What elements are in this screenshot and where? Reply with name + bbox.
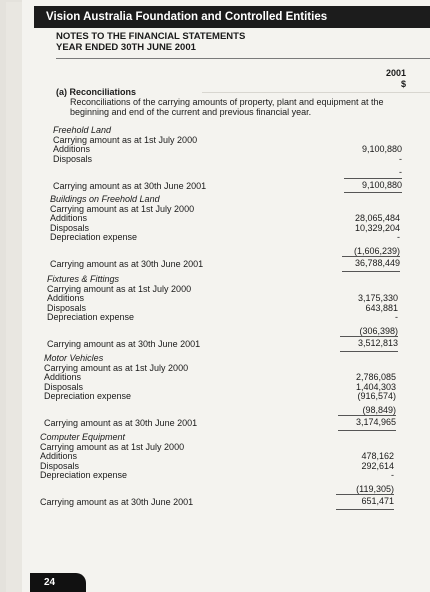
row-label: Additions bbox=[44, 372, 82, 382]
group-5 bbox=[40, 433, 394, 508]
row-label: Carrying amount as at 1st July 2000 bbox=[40, 441, 185, 452]
reconciliation-row bbox=[47, 323, 398, 336]
group-1 bbox=[53, 126, 402, 191]
group-3 bbox=[47, 275, 398, 350]
row-value: - bbox=[399, 153, 402, 164]
page-number: 24 bbox=[44, 577, 56, 588]
closing-value: 651,471 bbox=[361, 496, 394, 506]
group-2 bbox=[50, 195, 400, 270]
reconciliation-row bbox=[50, 243, 400, 256]
organisation-title: Vision Australia Foundation and Controlled Entities bbox=[46, 11, 328, 23]
reconciliation-row bbox=[40, 443, 394, 453]
closing-label: Carrying amount as at 30th June 2001 bbox=[53, 180, 207, 191]
row-label: Depreciation expense bbox=[40, 470, 128, 480]
column-header bbox=[386, 68, 406, 90]
row-label: Disposals bbox=[40, 460, 80, 471]
row-label: Carrying amount as at 1st July 2000 bbox=[53, 134, 198, 145]
closing-row bbox=[50, 260, 400, 270]
closing-total bbox=[336, 497, 394, 507]
row-label: Disposals bbox=[47, 302, 87, 313]
row-label: Depreciation expense bbox=[44, 391, 132, 401]
closing-total bbox=[338, 418, 396, 428]
closing-total bbox=[342, 259, 400, 269]
total-rule-top bbox=[336, 494, 394, 495]
column-year: 2001 bbox=[385, 68, 406, 78]
reconciliation-row bbox=[47, 294, 398, 304]
section-title: (a) Reconciliations bbox=[56, 87, 137, 97]
reconciliation-row bbox=[44, 373, 396, 383]
row-label: Disposals bbox=[53, 153, 93, 164]
organisation-title-bar bbox=[34, 6, 430, 28]
row-label: Additions bbox=[47, 293, 85, 303]
total-rule-bottom bbox=[338, 430, 396, 431]
header-rule bbox=[56, 58, 430, 59]
notes-heading-line1: NOTES TO THE FINANCIAL STATEMENTS bbox=[56, 31, 246, 42]
reconciliation-row bbox=[53, 136, 402, 146]
closing-row bbox=[40, 498, 394, 508]
reconciliation-row bbox=[50, 214, 400, 224]
row-value: (916,574) bbox=[357, 391, 396, 401]
closing-label: Carrying amount as at 30th June 2001 bbox=[50, 259, 204, 269]
row-label: Carrying amount as at 1st July 2000 bbox=[47, 283, 192, 294]
reconciliation-row bbox=[40, 471, 394, 481]
reconciliation-row bbox=[53, 155, 402, 165]
reconciliation-row bbox=[50, 233, 400, 243]
row-label: Additions bbox=[40, 451, 78, 461]
row-value: 1,404,303 bbox=[355, 381, 396, 392]
notes-heading-line2: YEAR ENDED 30TH JUNE 2001 bbox=[56, 42, 196, 53]
closing-value: 3,512,813 bbox=[357, 338, 398, 348]
reconciliation-row bbox=[40, 481, 394, 494]
row-value: 292,614 bbox=[361, 460, 394, 471]
total-rule-bottom bbox=[336, 509, 394, 510]
reconciliation-row bbox=[50, 205, 400, 215]
closing-row bbox=[47, 340, 398, 350]
row-value: 2,786,085 bbox=[355, 372, 396, 382]
page-number-tab bbox=[30, 573, 86, 592]
row-value: (306,398) bbox=[359, 325, 398, 336]
row-value: - bbox=[399, 167, 402, 177]
row-label: Depreciation expense bbox=[50, 232, 138, 242]
closing-total bbox=[344, 181, 402, 191]
row-label: Carrying amount as at 1st July 2000 bbox=[50, 203, 195, 214]
row-label: Carrying amount as at 1st July 2000 bbox=[44, 362, 189, 373]
closing-row bbox=[44, 419, 396, 429]
closing-label: Carrying amount as at 30th June 2001 bbox=[44, 418, 198, 428]
row-label: Additions bbox=[53, 144, 91, 154]
reconciliation-row bbox=[53, 164, 402, 177]
row-value: 478,162 bbox=[361, 451, 394, 461]
row-label: Disposals bbox=[44, 381, 84, 392]
group-title: Fixtures & Fittings bbox=[47, 274, 120, 284]
group-4 bbox=[44, 354, 396, 429]
total-rule-bottom bbox=[344, 192, 402, 193]
closing-value: 3,174,965 bbox=[355, 417, 396, 427]
row-value: 643,881 bbox=[365, 302, 398, 313]
faint-rule bbox=[202, 92, 430, 93]
reconciliation-row bbox=[44, 364, 396, 374]
row-value: - bbox=[397, 232, 400, 242]
closing-value: 36,788,449 bbox=[354, 258, 400, 268]
row-label: Disposals bbox=[50, 222, 90, 233]
row-value: 3,175,330 bbox=[357, 293, 398, 303]
closing-label: Carrying amount as at 30th June 2001 bbox=[40, 497, 194, 507]
section-intro: Reconciliations of the carrying amounts of property, plant and equipment at the beginning and end of the current and previous financial year. bbox=[70, 97, 384, 117]
reconciliation-row bbox=[40, 452, 394, 462]
row-value: (1,606,239) bbox=[353, 245, 400, 256]
group-title: Computer Equipment bbox=[40, 432, 126, 442]
row-value: 28,065,484 bbox=[354, 213, 400, 223]
closing-total bbox=[340, 339, 398, 349]
reconciliation-row bbox=[53, 145, 402, 155]
row-value: (119,305) bbox=[356, 483, 394, 494]
total-rule-top bbox=[342, 256, 400, 257]
row-label: Depreciation expense bbox=[47, 312, 135, 322]
group-title: Buildings on Freehold Land bbox=[50, 194, 160, 204]
row-value: (98,849) bbox=[362, 404, 396, 415]
reconciliation-row bbox=[47, 285, 398, 295]
reconciliation-row bbox=[44, 402, 396, 415]
row-label: Additions bbox=[50, 213, 88, 223]
total-rule-bottom bbox=[340, 351, 398, 352]
closing-label: Carrying amount as at 30th June 2001 bbox=[47, 339, 201, 349]
closing-value: 9,100,880 bbox=[361, 179, 402, 190]
total-rule-top bbox=[338, 415, 396, 416]
column-unit: $ bbox=[400, 79, 406, 89]
group-title: Motor Vehicles bbox=[44, 353, 104, 363]
row-value: - bbox=[391, 470, 394, 480]
group-title: Freehold Land bbox=[53, 125, 112, 135]
row-value: - bbox=[395, 312, 398, 322]
document-page bbox=[22, 0, 430, 592]
row-value: 9,100,880 bbox=[361, 144, 402, 154]
closing-row bbox=[53, 179, 402, 192]
row-value: 10,329,204 bbox=[354, 222, 400, 233]
notes-heading bbox=[56, 31, 245, 53]
reconciliation-row bbox=[47, 313, 398, 323]
total-rule-top bbox=[340, 336, 398, 337]
total-rule-top bbox=[344, 178, 402, 179]
reconciliation-row bbox=[44, 392, 396, 402]
total-rule-bottom bbox=[342, 271, 400, 272]
